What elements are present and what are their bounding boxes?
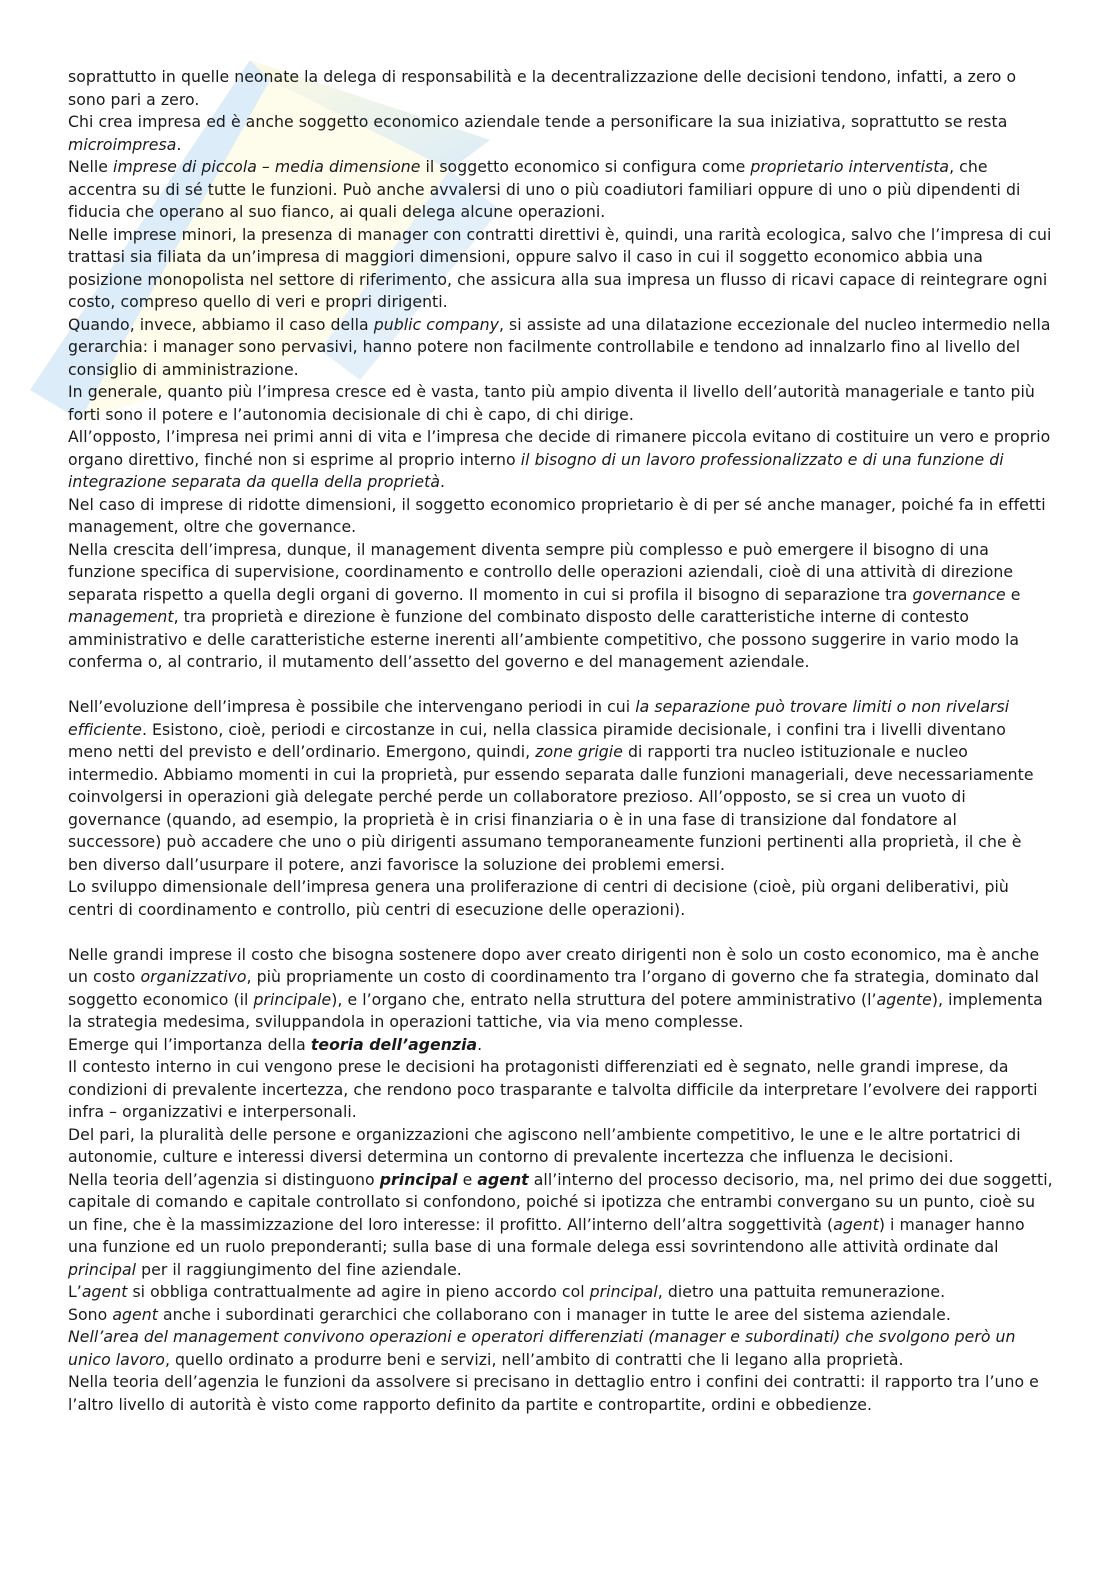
- text-run: , dietro una pattuita remunerazione.: [657, 1282, 946, 1301]
- emphasis: [311, 1035, 477, 1054]
- italic-term: management: [68, 607, 174, 626]
- italic-term: principale: [253, 989, 332, 1009]
- paragraph: [68, 494, 1053, 539]
- text-run: Del pari, la pluralità delle persone e organizzazioni che agiscono nell’ambiente competitivo, le une e le altre portatrici di autonomie, culture e interessi diversi determina un contorno di prevalente incertezza che influenza le decisioni.: [68, 1124, 1021, 1166]
- italic-term: Nell’area del management convivono operazioni e operatori differenziati (manager e subordinati) che svolgono però un unico lavoro: [68, 1327, 1016, 1369]
- text-run: Nelle: [68, 157, 114, 176]
- italic-term: principal: [68, 1259, 137, 1279]
- paragraph: [68, 426, 1053, 494]
- text-run: , più propriamente un costo di coordinamento tra l’organo di governo che fa strategia, dominato dal soggetto economico (il: [68, 967, 1039, 1009]
- text-run: ), implementa la strategia medesima, sviluppandola in operazioni tattiche, via via meno complesse.: [68, 989, 1043, 1031]
- paragraph: [68, 1281, 1053, 1304]
- text-run: di rapporti tra nucleo istituzionale e nucleo intermedio. Abbiamo momenti in cui la proprietà, pur essendo separata dalle funzioni manageriali, deve necessariamente coinvolgersi in operazioni già delegate perché perde un collaboratore prezioso. All’opposto, se si crea un vuoto di governance (quando, ad esempio, la proprietà è in crisi finanziaria o è in una fase di transizione dal fondatore al successore) può accadere che uno o più dirigenti assumano temporaneamente funzioni pertinenti alla proprietà, il che è ben diverso dall’usurpare il potere, anzi favorisce la soluzione dei problemi emersi.: [68, 742, 1034, 874]
- text-run: Nelle imprese minori, la presenza di manager con contratti direttivi è, quindi, una rarità ecologica, salvo che l’impresa di cui trattasi sia filiata da un’impresa di maggiori dimensioni, oppure salvo il caso in cui il soggetto economico abbia una posizione monopolista nel settore di riferimento, che assicura alla sua impresa un flusso di ricavi capace di reintegrare ogni costo, compreso quello di veri e propri dirigenti.: [68, 224, 1052, 311]
- paragraph: [68, 156, 1053, 224]
- text-run: all’interno del processo decisorio, ma, nel primo dei due soggetti, capitale di comando e capitale controllato si confondono, poiché si ipotizza che entrambi convergano su un punto, cioè su un fine, che è la massimizzazione del loro interesse: il profitto. All’interno dell’altra soggettività (: [68, 1169, 1053, 1234]
- paragraph: [68, 944, 1053, 1034]
- text-run: , che accentra su di sé tutte le funzioni. Può anche avvalersi di uno o più coadiutori familiari oppure di uno o più dipendenti di fiducia che operano al suo fianco, ai quali delega alcune operazioni.: [68, 157, 1021, 221]
- bold-italic-term: agent: [477, 1169, 529, 1189]
- text-run: Nell’evoluzione dell’impresa è possibile che intervengano periodi in cui: [68, 697, 636, 716]
- bold-italic-term: principal: [379, 1169, 458, 1189]
- text-run: , si assiste ad una dilatazione eccezionale del nucleo intermedio nella gerarchia: i manager sono pervasivi, hanno potere non facilmente controllabile e tendono ad innalzarlo fino al livello del consiglio di amministrazione.: [68, 314, 1051, 379]
- italic-term: la separazione può trovare limiti o non rivelarsi efficiente: [68, 697, 1010, 739]
- paragraph: [68, 1124, 1053, 1169]
- italic-term: agent: [81, 1282, 128, 1301]
- italic-term: principal: [589, 1282, 658, 1301]
- paragraph: [68, 1034, 1053, 1057]
- text-run: Sono: [68, 1304, 113, 1324]
- text-run: , quello ordinato a produrre beni e servizi, nell’ambito di contratti che li legano alla proprietà.: [164, 1349, 904, 1369]
- text-run: Nella teoria dell’agenzia si distinguono: [68, 1169, 380, 1189]
- text-run: In generale, quanto più l’impresa cresce ed è vasta, tanto più ampio diventa il livello dell’autorità manageriale e tanto più forti sono il potere e l’autonomia decisionale di chi è capo, di chi dirige.: [68, 382, 1035, 424]
- paragraph: [68, 381, 1053, 426]
- text-run: Chi crea impresa ed è anche soggetto economico aziendale tende a personificare la sua iniziativa, soprattutto se resta: [68, 112, 1008, 131]
- text-run: Il contesto interno in cui vengono prese le decisioni ha protagonisti differenziati ed è segnato, nelle grandi imprese, da condizioni di prevalente incertezza, che rendono poco trasparante e talvolta difficile da interpretare l’evolvere dei rapporti infra – organizzativi e interpersonali.: [68, 1057, 1038, 1121]
- paragraph: [68, 1169, 1053, 1282]
- text-run: Nella crescita dell’impresa, dunque, il management diventa sempre più complesso e può emergere il bisogno di una funzione specifica di supervisione, coordinamento e controllo delle operazioni aziendali, cioè di una attività di direzione separata rispetto a quella degli organi di governo. Il momento in cui si profila il bisogno di separazione tra: [68, 539, 1014, 604]
- paragraph: [68, 314, 1053, 382]
- document-body: [68, 66, 1053, 1416]
- paragraph: [68, 1056, 1053, 1124]
- italic-term: il bisogno di un lavoro professionalizzato e di una funzione di integrazione separata da quella della proprietà: [68, 449, 1004, 491]
- text-run: Nel caso di imprese di ridotte dimensioni, il soggetto economico proprietario è di per sé anche manager, poiché fa in effetti management, oltre che governance.: [68, 494, 1046, 536]
- paragraph: [68, 539, 1053, 674]
- text-run: Nella teoria dell’agenzia le funzioni da assolvere si precisano in dettaglio entro i confini dei contratti: il rapporto tra l’uno e l’altro livello di autorità è visto come rapporto definito da partite e contropartite, ordini e obbedienze.: [68, 1372, 1039, 1414]
- text-run: anche i subordinati gerarchici che collaborano con i manager in tutte le aree del sistema aziendale.: [157, 1304, 951, 1324]
- text-run: .: [176, 134, 182, 154]
- paragraph: [68, 696, 1053, 876]
- paragraph: [68, 1326, 1053, 1371]
- italic-term: organizzativo: [140, 967, 247, 986]
- emphasis: [477, 1170, 528, 1189]
- paragraph-spacer: [68, 674, 1053, 697]
- text-run: .: [440, 472, 446, 491]
- text-run: .: [477, 1034, 483, 1054]
- paragraph: [68, 66, 1053, 111]
- bold-italic-term: teoria dell’agenzia: [310, 1034, 478, 1054]
- paragraph: [68, 111, 1053, 156]
- text-run: e: [1005, 584, 1021, 604]
- text-run: , tra proprietà e direzione è funzione del combinato disposto delle caratteristiche interne di contesto amministrativo e delle caratteristiche esterne inerenti all’ambiente competitivo, che possono suggerire in vario modo la conferma o, al contrario, il mutamento dell’assetto del governo e del management aziendale.: [68, 607, 1020, 671]
- italic-term: governance: [912, 584, 1006, 604]
- text-run: soprattutto in quelle neonate la delega di responsabilità e la decentralizzazione delle decisioni tendono, infatti, a zero o sono pari a zero.: [68, 67, 1017, 109]
- emphasis: [380, 1170, 458, 1189]
- text-run: All’opposto, l’impresa nei primi anni di vita e l’impresa che decide di rimanere piccola evitano di costituire un vero e proprio organo direttivo, finché non si esprime al proprio interno: [68, 427, 1051, 469]
- paragraph-spacer: [68, 921, 1053, 944]
- text-run: il soggetto economico si configura come: [420, 157, 751, 176]
- italic-term: proprietario interventista: [750, 157, 950, 176]
- paragraph: [68, 876, 1053, 921]
- paragraph: [68, 224, 1053, 314]
- paragraph: [68, 1304, 1053, 1327]
- italic-term: agente: [876, 989, 932, 1009]
- text-run: L’: [68, 1282, 82, 1301]
- text-run: per il raggiungimento del fine aziendale.: [136, 1259, 462, 1279]
- text-run: . Esistono, cioè, periodi e circostanze in cui, nella classica piramide decisionale, i confini tra i livelli diventano meno netti del previsto e dell’ordinario. Emergono, quindi,: [68, 719, 1006, 761]
- italic-term: zone grigie: [535, 742, 623, 761]
- text-run: Emerge qui l’importanza della: [68, 1034, 311, 1054]
- italic-term: agent: [112, 1304, 158, 1324]
- italic-term: imprese di piccola – media dimensione: [113, 157, 421, 176]
- text-run: Lo sviluppo dimensionale dell’impresa genera una proliferazione di centri di decisione (cioè, più organi deliberativi, più centri di coordinamento e controllo, più centri di esecuzione delle operazioni).: [68, 877, 1009, 919]
- paragraph: [68, 1371, 1053, 1416]
- text-run: Quando, invece, abbiamo il caso della: [68, 314, 374, 334]
- italic-term: public company: [373, 314, 499, 334]
- text-run: ) i manager hanno una funzione ed un ruolo preponderanti; sulla base di una formale delega essi sovrintendono alle attività ordinate dal: [68, 1214, 1025, 1256]
- italic-term: agent: [833, 1214, 879, 1234]
- text-run: si obbliga contrattualmente ad agire in pieno accordo col: [127, 1282, 590, 1301]
- text-run: e: [457, 1169, 478, 1189]
- text-run: Nelle grandi imprese il costo che bisogna sostenere dopo aver creato dirigenti non è solo un costo economico, ma è anche un costo: [68, 944, 1040, 986]
- italic-term: microimpresa: [68, 134, 177, 154]
- text-run: ), e l’organo che, entrato nella struttura del potere amministrativo (l’: [331, 989, 877, 1009]
